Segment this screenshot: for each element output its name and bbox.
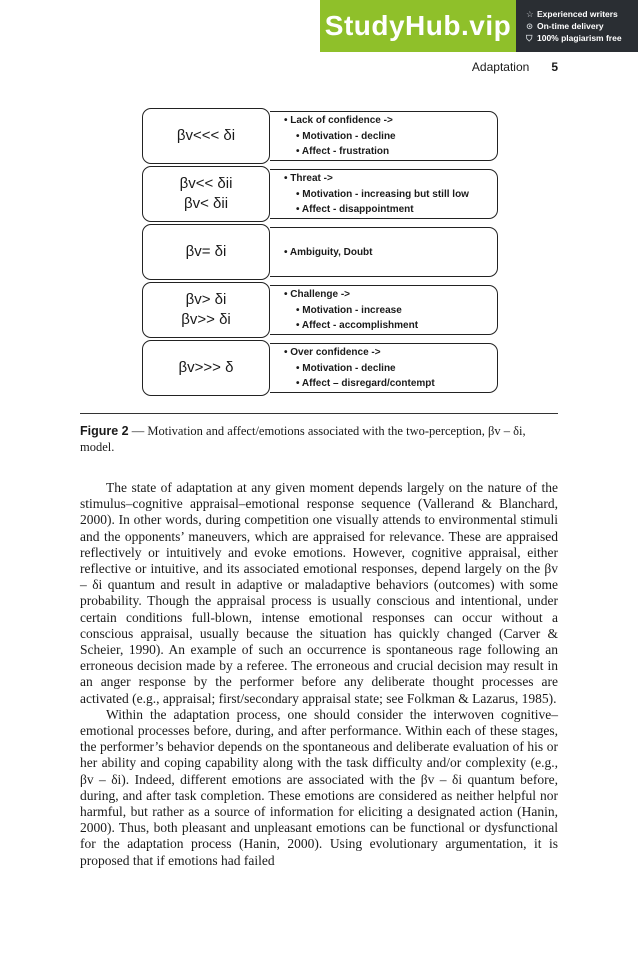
paragraph: Within the adaptation process, one should consider the interwoven cognitive–emotional processes before, during, and after performance. Within each of these stages, the performer’s behavior depends on the spontaneous and deliberate evaluation of his or her ability and coping capability along with the task difficulty and/or complexity (e.g., βv – δi). Indeed, different emotions are associated with the βv – δi quantum before, during, and after task completion. These emotions are considered as neither helpful nor harmful, but rather as a source of information for eliciting a designated action (Hanin, 2000). Thus, both pleasant and unpleasant emotions can be functional or dysfunctional for the adaptation process (Hanin, 2000). Using evolutionary argumentation, it is proposed that if emotions had failed xyxy=(80,706,558,868)
figure-row xyxy=(142,282,499,338)
outcome-box xyxy=(270,343,498,393)
shield-icon: ⛉ xyxy=(526,33,533,43)
beta-delta-label: βv< δii xyxy=(183,195,229,212)
outcome-item: • Affect - frustration xyxy=(296,146,390,157)
beta-delta-label: βv> δi xyxy=(185,291,227,308)
caption-text: — Motivation and affect/emotions associated with the two-perception, βv – δi, model. xyxy=(80,424,526,454)
beta-delta-box xyxy=(142,166,270,222)
beta-delta-box xyxy=(142,282,270,338)
banner-features xyxy=(516,0,638,52)
beta-delta-box xyxy=(142,108,270,164)
body-text xyxy=(80,480,558,869)
figure-row xyxy=(142,166,499,222)
outcome-box xyxy=(270,285,498,335)
outcome-item: • Affect – disregard/contempt xyxy=(296,378,435,389)
outcome-item: • Motivation - increase xyxy=(296,304,402,316)
paragraph: The state of adaptation at any given moment depends largely on the nature of the stimulus–cognitive appraisal–emotional response sequence (Vallerand & Blanchard, 2000). In other words, during competition one visually attends to environmental stimuli and the opponents’ maneuvers, which are appraised for relevance. These are appraised reflectively or intuitively and evoke emotions. However, cognitive appraisal, either reflective or intuitive, and its associated emotional responses, depend largely on the βv – δi quantum and result in adaptive or maladaptive behaviors (outcomes) with some probability. Though the appraisal process is usually conscious and intentional, under certain conditions full-blown, intense emotional responses can occur without a conscious appraisal, usually because the situation has quickly changed (Carver & Scheier, 1990). An example of such an occurrence is spontaneous rage following an erroneous decision made by a referee. The erroneous and crucial decision may result in an anger response by the performer before any deliberate thought processes are activated (e.g., appraisal; first/secondary appraisal state; see Folkman & Lazarus, 1985). xyxy=(80,480,558,706)
beta-delta-label: βv>>> δ xyxy=(178,359,234,376)
banner-feature: ⊙ On-time delivery xyxy=(526,21,604,31)
outcome-item: • Affect - disappointment xyxy=(296,204,414,215)
beta-delta-label: βv= δi xyxy=(185,243,227,260)
figure-caption xyxy=(80,423,558,455)
page-number: 5 xyxy=(551,60,558,74)
caption-divider xyxy=(80,413,558,414)
studyhub-banner[interactable] xyxy=(320,0,638,52)
beta-delta-box xyxy=(142,340,270,396)
outcome-heading: • Challenge -> xyxy=(284,289,351,300)
beta-delta-box xyxy=(142,224,270,280)
figure-diagram xyxy=(142,108,499,398)
figure-row xyxy=(142,108,499,164)
outcome-box xyxy=(270,111,498,161)
banner-feature: ⛉ 100% plagiarism free xyxy=(526,33,622,43)
outcome-heading: • Ambiguity, Doubt xyxy=(284,246,373,258)
outcome-box xyxy=(270,227,498,277)
outcome-heading: • Lack of confidence -> xyxy=(284,115,393,126)
running-head xyxy=(472,60,558,74)
outcome-heading: • Threat -> xyxy=(284,173,333,184)
beta-delta-label: βv<< δii xyxy=(179,175,233,192)
outcome-heading: • Over confidence -> xyxy=(284,347,381,358)
figure-row xyxy=(142,340,499,396)
outcome-item: • Motivation - increasing but still low xyxy=(296,188,469,200)
figure-label: Figure 2 xyxy=(80,424,129,438)
beta-delta-label: βv<<< δi xyxy=(176,127,236,144)
outcome-item: • Affect - accomplishment xyxy=(296,320,419,331)
outcome-item: • Motivation - decline xyxy=(296,362,396,374)
running-head-title: Adaptation xyxy=(471,60,530,74)
star-icon: ☆ xyxy=(526,9,534,19)
clock-icon: ⊙ xyxy=(526,21,534,31)
banner-logo[interactable]: StudyHub.vip xyxy=(320,0,516,52)
banner-feature: ☆ Experienced writers xyxy=(526,9,618,19)
outcome-item: • Motivation - decline xyxy=(296,130,396,142)
outcome-box xyxy=(270,169,498,219)
beta-delta-label: βv>> δi xyxy=(181,311,231,328)
figure-row xyxy=(142,224,499,280)
